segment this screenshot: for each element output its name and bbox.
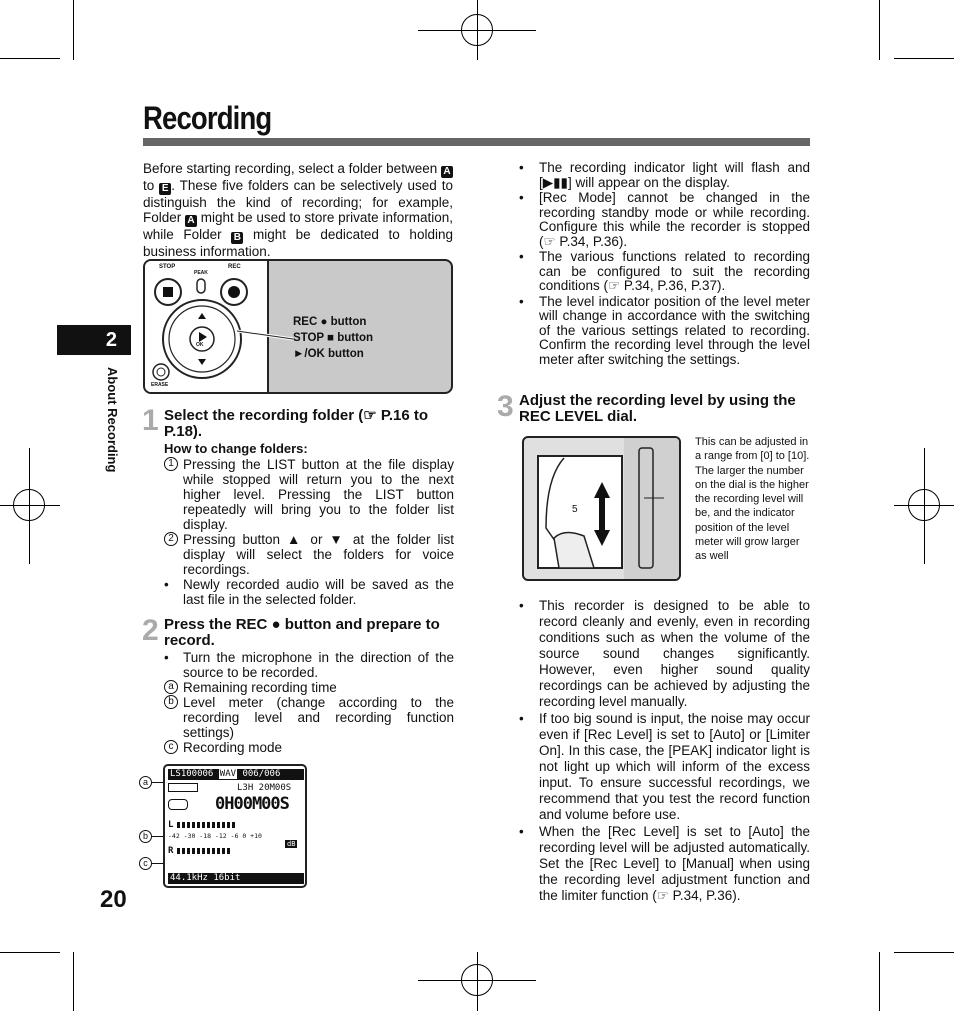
folder-a-icon: A	[441, 166, 453, 178]
dial-number: 5	[572, 504, 578, 515]
chapter-tab: 2	[57, 325, 131, 355]
meter-left-label: L	[168, 820, 174, 830]
folder-b-icon: B	[231, 232, 243, 244]
list-item: • Turn the microphone in the direction of the source to be recorded.	[164, 650, 454, 680]
battery-icon	[168, 783, 198, 792]
chapter-label: About Recording	[105, 367, 120, 473]
step-heading: Select the recording folder (☞ P.16 to P.18).	[164, 407, 429, 440]
button-labels	[293, 314, 373, 362]
step2-list	[164, 650, 454, 755]
registration-circle	[13, 489, 45, 521]
crop-mark	[0, 58, 60, 59]
level-meter-right	[177, 848, 232, 854]
list-item: • [Rec Mode] cannot be changed in the recording standby mode or while recording. Configure this while the recorder is stopped (☞ P.34, P.36).	[519, 190, 810, 249]
callout-b: b	[139, 830, 152, 843]
meter-right-label: R	[168, 846, 174, 856]
page-number: 20	[100, 886, 127, 913]
peak-label: PEAK	[194, 270, 208, 276]
callout-c: c	[139, 857, 152, 870]
step-number: 2	[142, 614, 159, 647]
dial-svg	[524, 438, 679, 579]
list-item: a Remaining recording time	[164, 680, 454, 695]
list-item: • The recording indicator light will flash and [▶▮▮] will appear on the display.	[519, 160, 810, 190]
list-item: • The level indicator position of the level meter will change in accordance with the switching of the various settings related to recording. Confirm the recording level through the level meter after switching the settings.	[519, 293, 810, 367]
list-item: • When the [Rec Level] is set to [Auto] the recording level will be adjusted automatically. Set the [Rec Level] to [Manual] when using the recording level adjustment function and the limiter function (☞ P.34, P.36).	[519, 824, 810, 903]
leader-lines	[237, 319, 297, 359]
db-label: dB	[287, 840, 296, 848]
folder-e-icon: E	[159, 183, 171, 195]
recording-mode: 44.1kHz 16bit	[168, 873, 304, 884]
list-item: • The various functions related to recording can be configured to suit the recording conditions (☞ P.34, P.36, P.37).	[519, 249, 810, 293]
crop-mark	[73, 0, 74, 60]
step-number: 3	[497, 390, 514, 423]
subheading: How to change folders:	[164, 441, 308, 456]
step1-list	[164, 457, 454, 607]
crop-mark	[73, 952, 74, 1011]
rec-level-dial-illustration	[522, 436, 681, 581]
step-heading: Adjust the recording level by using the REC LEVEL dial.	[519, 392, 796, 425]
list-item: c Recording mode	[164, 740, 454, 755]
crop-mark	[894, 952, 954, 953]
dial-caption: This can be adjusted in a range from [0] to [10]. The larger the number on the dial is the higher the recording level will be, and the indicator position of the level meter will grow larger as well	[695, 436, 810, 563]
rec-button-label: REC ● button	[293, 316, 367, 328]
display-header: LS100006 WAV 006/006	[168, 769, 304, 780]
list-item: 1 Pressing the LIST button at the file display while stopped will return you to the next higher level. Pressing the LIST button repeatedly will bring you to the folder list display.	[164, 457, 454, 532]
level-meter-left	[177, 822, 237, 828]
list-item: • If too big sound is input, the noise may occur even if [Rec Level] is set to [Auto] or [Limiter On]. In this case, the [PEAK] indicator light is not light up which will inform of the excess input. To ensure successful recordings, we recommend that you test the record function and volume before use.	[519, 711, 810, 822]
crop-mark	[879, 952, 880, 1011]
registration-circle	[461, 14, 493, 46]
record-status-icon	[168, 799, 188, 810]
rec-label: REC	[228, 264, 241, 270]
registration-circle	[908, 489, 940, 521]
right-bullets-bottom	[519, 598, 810, 905]
list-item: • Newly recorded audio will be saved as the last file in the selected folder.	[164, 577, 454, 607]
stop-button-label: STOP ■ button	[293, 332, 373, 344]
erase-label: ERASE	[151, 382, 169, 388]
crop-mark	[879, 0, 880, 60]
page-title: Recording	[143, 100, 272, 136]
right-bullets-top	[519, 161, 810, 368]
meter-scale: -42 -30 -18 -12 -6 0 +10	[168, 832, 262, 840]
title-underline	[143, 138, 810, 146]
list-item: b Level meter (change according to the recording level and recording function settings)	[164, 695, 454, 740]
crop-mark	[0, 952, 60, 953]
elapsed-time: 0H00M00S	[215, 794, 289, 814]
crop-mark	[894, 58, 954, 59]
play-ok-button-label: ►/OK button	[293, 348, 364, 360]
registration-circle	[461, 964, 493, 996]
buttons-illustration	[143, 259, 453, 394]
callout-a: a	[139, 776, 152, 789]
stop-label: STOP	[159, 264, 176, 270]
folder-a-icon: A	[185, 215, 197, 227]
ok-label: OK	[196, 342, 204, 348]
list-item: 2 Pressing button ▲ or ▼ at the folder list display will select the folders for voice recordings.	[164, 532, 454, 577]
recorder-display	[163, 764, 307, 888]
list-item: • This recorder is designed to be able to record cleanly and evenly, even in recording conditions such as when the volume of the source sound changes significantly. However, even higher sound quality recordings can be achieved by adjusting the recording level manually.	[519, 598, 810, 709]
step-heading: Press the REC ● button and prepare to record.	[164, 616, 440, 649]
step-number: 1	[142, 404, 159, 437]
remaining-time: L3H 20M00S	[237, 783, 292, 793]
intro-paragraph: Before starting recording, select a folder between A to E . These five folders can be selectively used to distinguish the kind of recording; for example, Folder A might be used to store private information, while Folder B might be dedicated to holding business information.	[143, 161, 453, 259]
